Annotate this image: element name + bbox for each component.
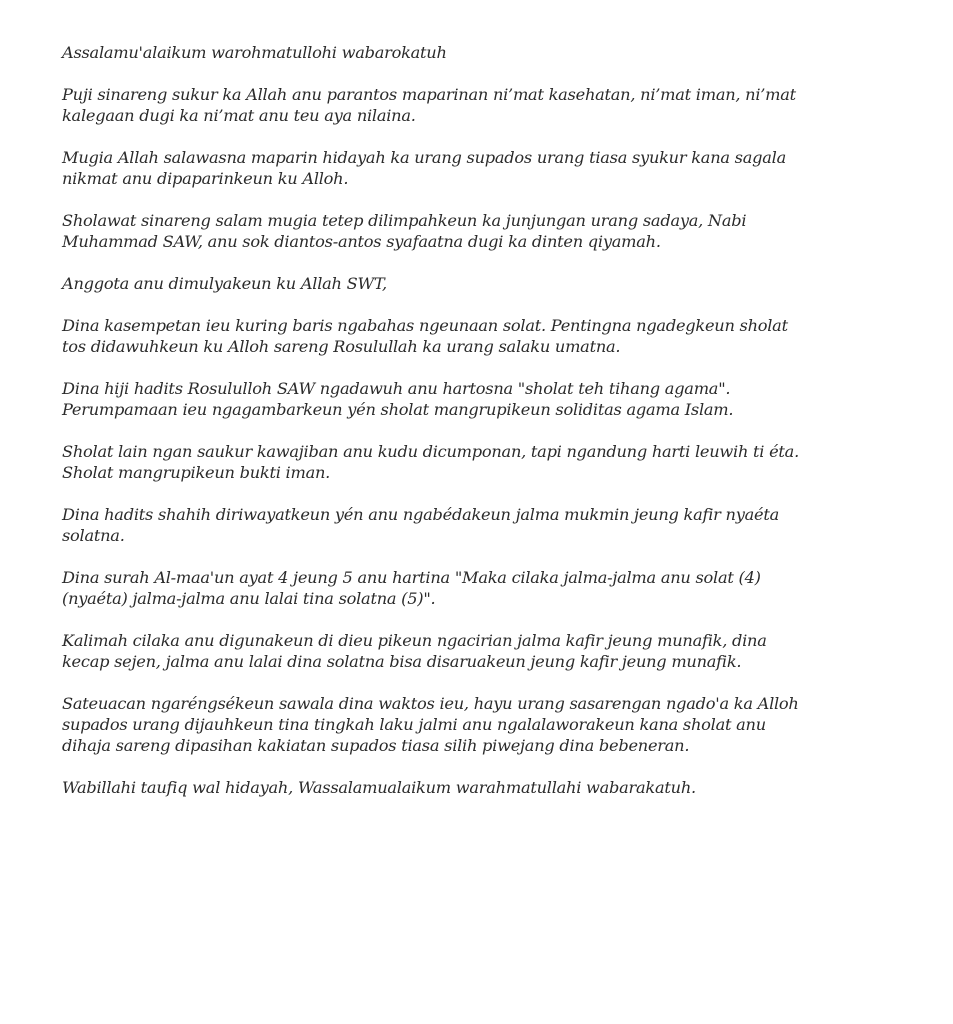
text-line: Assalamu'alaikum warohmatullohi wabarokatuh bbox=[62, 43, 447, 62]
text-line: supados urang dijauhkeun tina tingkah laku jalmi anu ngalalaworakeun kana sholat anu bbox=[62, 715, 766, 734]
paragraph-prayer bbox=[62, 147, 922, 189]
text-line: Kalimah cilaka anu digunakeun di dieu pikeun ngacirian jalma kafir jeung munafik, dina bbox=[62, 631, 767, 650]
text-line: solatna. bbox=[62, 526, 125, 545]
document-body[interactable] bbox=[62, 42, 922, 819]
text-line: dihaja sareng dipasihan kakiatan supados tiasa silih piwejang dina bebeneran. bbox=[62, 736, 690, 755]
text-line: Dina kasempetan ieu kuring baris ngabahas ngeunaan solat. Pentingna ngadegkeun sholat bbox=[62, 316, 788, 335]
text-line: Mugia Allah salawasna maparin hidayah ka urang supados urang tiasa syukur kana sagala bbox=[62, 148, 786, 167]
text-line: Muhammad SAW, anu sok diantos-antos syafaatna dugi ka dinten qiyamah. bbox=[62, 232, 661, 251]
text-line: nikmat anu dipaparinkeun ku Alloh. bbox=[62, 169, 349, 188]
paragraph-address bbox=[62, 273, 922, 294]
paragraph-hadith-pillar bbox=[62, 378, 922, 420]
paragraph-greeting bbox=[62, 42, 922, 63]
text-line: Sholawat sinareng salam mugia tetep dilimpahkeun ka junjungan urang sadaya, Nabi bbox=[62, 211, 747, 230]
text-line: Sholat mangrupikeun bukti iman. bbox=[62, 463, 331, 482]
text-line: kecap sejen, jalma anu lalai dina solatna bisa disaruakeun jeung kafir jeung munafik. bbox=[62, 652, 742, 671]
text-line: Perumpamaan ieu ngagambarkeun yén sholat mangrupikeun soliditas agama Islam. bbox=[62, 400, 734, 419]
paragraph-topic bbox=[62, 315, 922, 357]
paragraph-farewell bbox=[62, 777, 922, 798]
text-line: Anggota anu dimulyakeun ku Allah SWT, bbox=[62, 274, 387, 293]
paragraph-hadith-shahih bbox=[62, 504, 922, 546]
paragraph-surah bbox=[62, 567, 922, 609]
text-line: Puji sinareng sukur ka Allah anu parantos maparinan ni’mat kasehatan, ni’mat iman, ni’mat bbox=[62, 85, 796, 104]
text-line: Sholat lain ngan saukur kawajiban anu kudu dicumponan, tapi ngandung harti leuwih ti éta. bbox=[62, 442, 799, 461]
paragraph-closing-prayer bbox=[62, 693, 922, 756]
text-line: Sateuacan ngaréngsékeun sawala dina waktos ieu, hayu urang sasarengan ngado'a ka Alloh bbox=[62, 694, 799, 713]
text-line: tos didawuhkeun ku Alloh sareng Rosulullah ka urang salaku umatna. bbox=[62, 337, 621, 356]
text-line: Wabillahi taufiq wal hidayah, Wassalamualaikum warahmatullahi wabarakatuh. bbox=[62, 778, 696, 797]
text-line: (nyaéta) jalma-jalma anu lalai tina solatna (5)". bbox=[62, 589, 436, 608]
text-line: kalegaan dugi ka ni’mat anu teu aya nilaina. bbox=[62, 106, 416, 125]
paragraph-sholawat bbox=[62, 210, 922, 252]
text-line: Dina hadits shahih diriwayatkeun yén anu ngabédakeun jalma mukmin jeung kafir nyaéta bbox=[62, 505, 779, 524]
text-line: Dina surah Al-maa'un ayat 4 jeung 5 anu hartina "Maka cilaka jalma-jalma anu solat (4) bbox=[62, 568, 761, 587]
paragraph-obligation bbox=[62, 441, 922, 483]
paragraph-explanation bbox=[62, 630, 922, 672]
paragraph-praise bbox=[62, 84, 922, 126]
text-line: Dina hiji hadits Rosululloh SAW ngadawuh anu hartosna "sholat teh tihang agama". bbox=[62, 379, 731, 398]
